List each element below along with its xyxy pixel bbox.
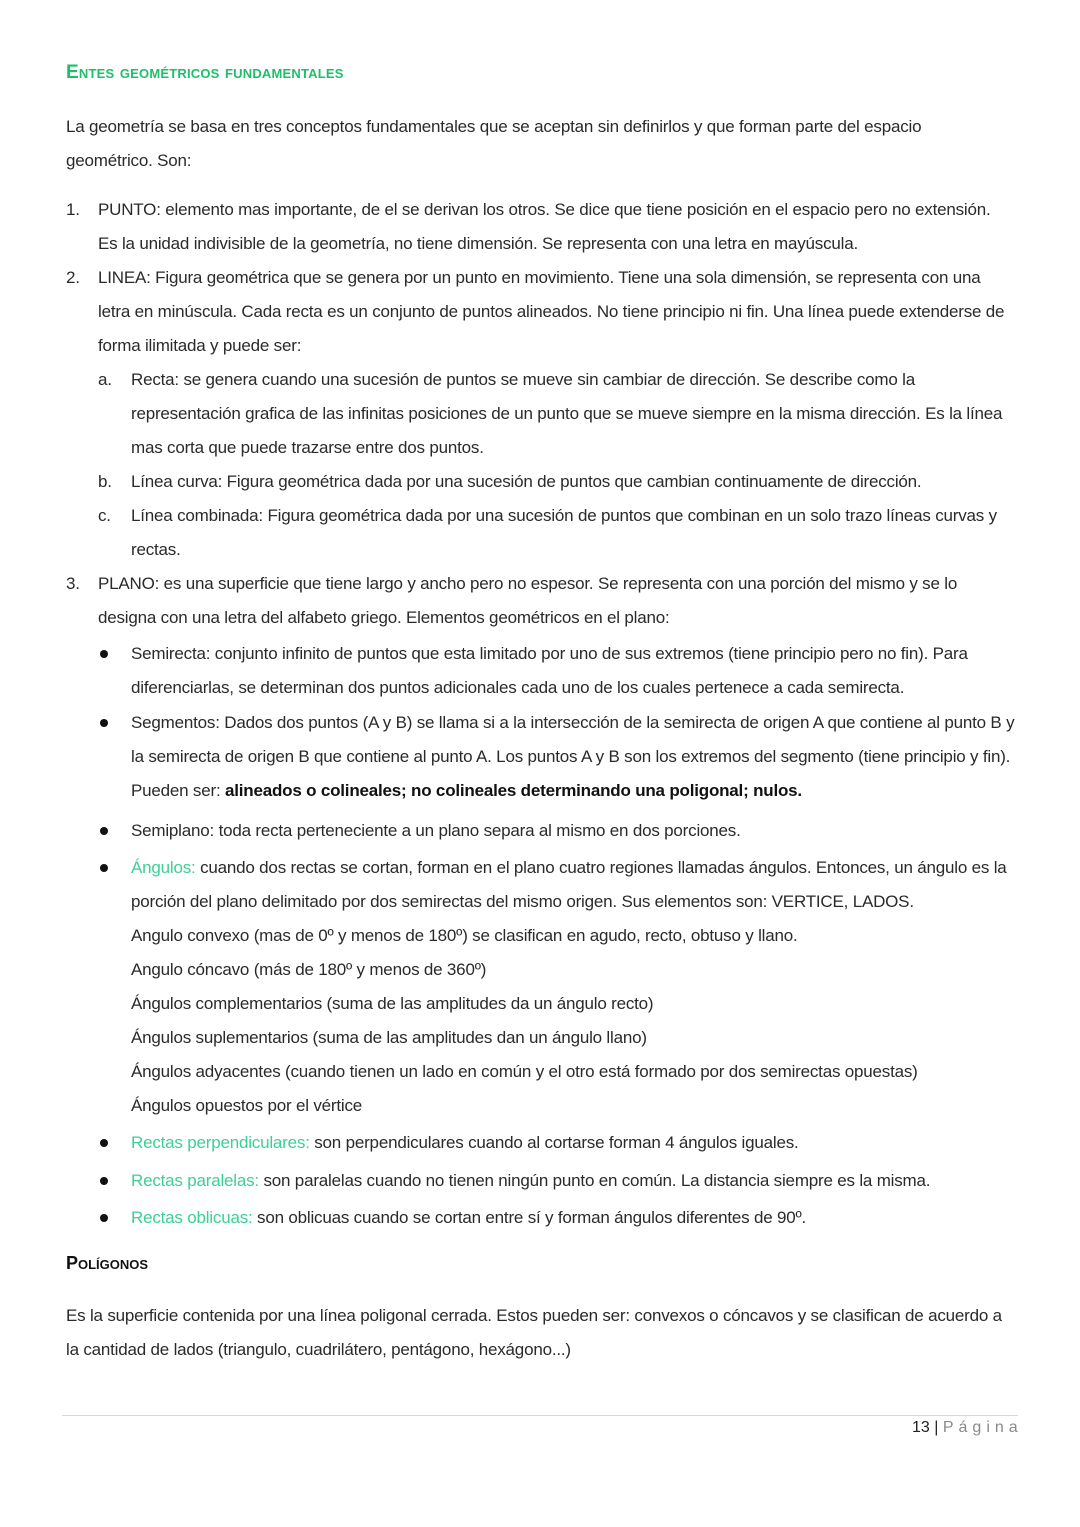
bullet-icon xyxy=(100,827,108,835)
list-number-1: 1. xyxy=(66,200,80,219)
page-heading: Entes geométricos fundamentales xyxy=(66,62,344,83)
perpendiculares-label: Rectas perpendiculares: xyxy=(131,1133,310,1152)
bullet-semirecta: Semirecta: conjunto infinito de puntos que esta limitado por uno de sus extremos (tiene principio pero no fin). Para diferenciarlas, se determinan dos puntos adicionales cada uno de los cuales pertenece a cada semirecta. xyxy=(131,644,968,697)
page-number: 13 xyxy=(912,1419,930,1436)
bullet-paralelas xyxy=(131,1164,1016,1198)
bullet-icon xyxy=(100,1177,108,1185)
segmentos-types: alineados o colineales; no colineales determinando una poligonal; nulos. xyxy=(225,781,802,800)
bullet-icon xyxy=(100,1214,108,1222)
bullet-semiplano: Semiplano: toda recta perteneciente a un plano separa al mismo en dos porciones. xyxy=(131,821,741,840)
bullet-perpendiculares xyxy=(131,1126,1016,1160)
page-word: Página xyxy=(942,1419,1023,1436)
sub-item-recta: Recta: se genera cuando una sucesión de puntos se mueve sin cambiar de dirección. Se describe como la representación grafica de las infinitas posiciones de un punto que se mueve siempre en la misma dirección. Es la línea mas corta que puede trazarse entre dos puntos. xyxy=(131,370,1003,457)
poligonos-paragraph: Es la superficie contenida por una línea poligonal cerrada. Estos pueden ser: convexos o cóncavos y se clasifican de acuerdo a la cantidad de lados (triangulo, cuadrilátero, pentágono, hexágono...) xyxy=(66,1306,1002,1359)
oblicuas-label: Rectas oblicuas: xyxy=(131,1208,253,1227)
intro-paragraph: La geometría se basa en tres conceptos fundamentales que se aceptan sin definirlos y que forman parte del espacio geométrico. Son: xyxy=(66,117,922,170)
bullet-icon xyxy=(100,650,108,658)
list-number-3: 3. xyxy=(66,574,80,593)
paralelas-label: Rectas paralelas: xyxy=(131,1171,259,1190)
sub-marker-b: b. xyxy=(98,472,112,491)
list-item-plano: PLANO: es una superficie que tiene largo y ancho pero no espesor. Se representa con una porción del mismo y se lo designa con una letra del alfabeto griego. Elementos geométricos en el plano: xyxy=(98,574,958,627)
angulos-complementarios-line: Ángulos complementarios (suma de las amplitudes da un ángulo recto) xyxy=(131,994,654,1013)
sub-marker-c: c. xyxy=(98,506,111,525)
list-number-2: 2. xyxy=(66,268,80,287)
paralelas-text: son paralelas cuando no tienen ningún punto en común. La distancia siempre es la misma. xyxy=(258,1171,931,1190)
section-title-poligonos: Polígonos xyxy=(66,1253,149,1273)
angulo-convexo-line: Angulo convexo (mas de 0º y menos de 180º) se clasifican en agudo, recto, obtuso y llano. xyxy=(131,926,798,945)
perpendiculares-text: son perpendiculares cuando al cortarse forman 4 ángulos iguales. xyxy=(309,1133,799,1152)
list-item-linea: LINEA: Figura geométrica que se genera por un punto en movimiento. Tiene una sola dimensión, se representa con una letra en minúscula. Cada recta es un conjunto de puntos alineados. No tiene principio ni fin. Una línea puede extenderse de forma ilimitada y puede ser: xyxy=(98,268,1005,355)
angulos-text: cuando dos rectas se cortan, forman en el plano cuatro regiones llamadas ángulos. Entonces, un ángulo es la porción del plano delimitado por dos semirectas del mismo origen. Sus elementos son: VERTICE, LADOS. xyxy=(131,858,1007,911)
angulo-concavo-line: Angulo cóncavo (más de 180º y menos de 360º) xyxy=(131,960,487,979)
sub-item-linea-combinada: Línea combinada: Figura geométrica dada por una sucesión de puntos que combinan en un solo trazo líneas curvas y rectas. xyxy=(131,506,997,559)
bullet-oblicuas xyxy=(131,1201,1016,1235)
page-footer xyxy=(912,1419,1023,1437)
footer-divider xyxy=(62,1415,1018,1416)
list-item-punto: PUNTO: elemento mas importante, de el se derivan los otros. Se dice que tiene posición en el espacio pero no extensión. Es la unidad indivisible de la geometría, no tiene dimensión. Se representa con una letra en mayúscula. xyxy=(98,200,991,253)
segmentos-text: Segmentos: Dados dos puntos (A y B) se llama si a la intersección de la semirecta de origen A que contiene al punto B y la semirecta de origen B que contiene al punto A. Los puntos A y B son los extremos del segmento (tiene principio y fin). Pueden ser: xyxy=(131,713,1015,800)
bullet-icon xyxy=(100,1139,108,1147)
sub-marker-a: a. xyxy=(98,370,112,389)
bullet-angulos xyxy=(131,851,1016,919)
angulos-suplementarios-line: Ángulos suplementarios (suma de las amplitudes dan un ángulo llano) xyxy=(131,1028,647,1047)
footer-separator: | xyxy=(934,1419,939,1436)
angulos-opuestos-line: Ángulos opuestos por el vértice xyxy=(131,1096,362,1115)
angulos-label: Ángulos: xyxy=(131,858,196,877)
bullet-icon xyxy=(100,719,108,727)
bullet-segmentos xyxy=(131,706,1016,808)
oblicuas-text: son oblicuas cuando se cortan entre sí y forman ángulos diferentes de 90º. xyxy=(252,1208,807,1227)
sub-item-linea-curva: Línea curva: Figura geométrica dada por una sucesión de puntos que cambian continuamente de dirección. xyxy=(131,472,922,491)
angulos-adyacentes-line: Ángulos adyacentes (cuando tienen un lado en común y el otro está formado por dos semirectas opuestas) xyxy=(131,1062,918,1081)
bullet-icon xyxy=(100,864,108,872)
